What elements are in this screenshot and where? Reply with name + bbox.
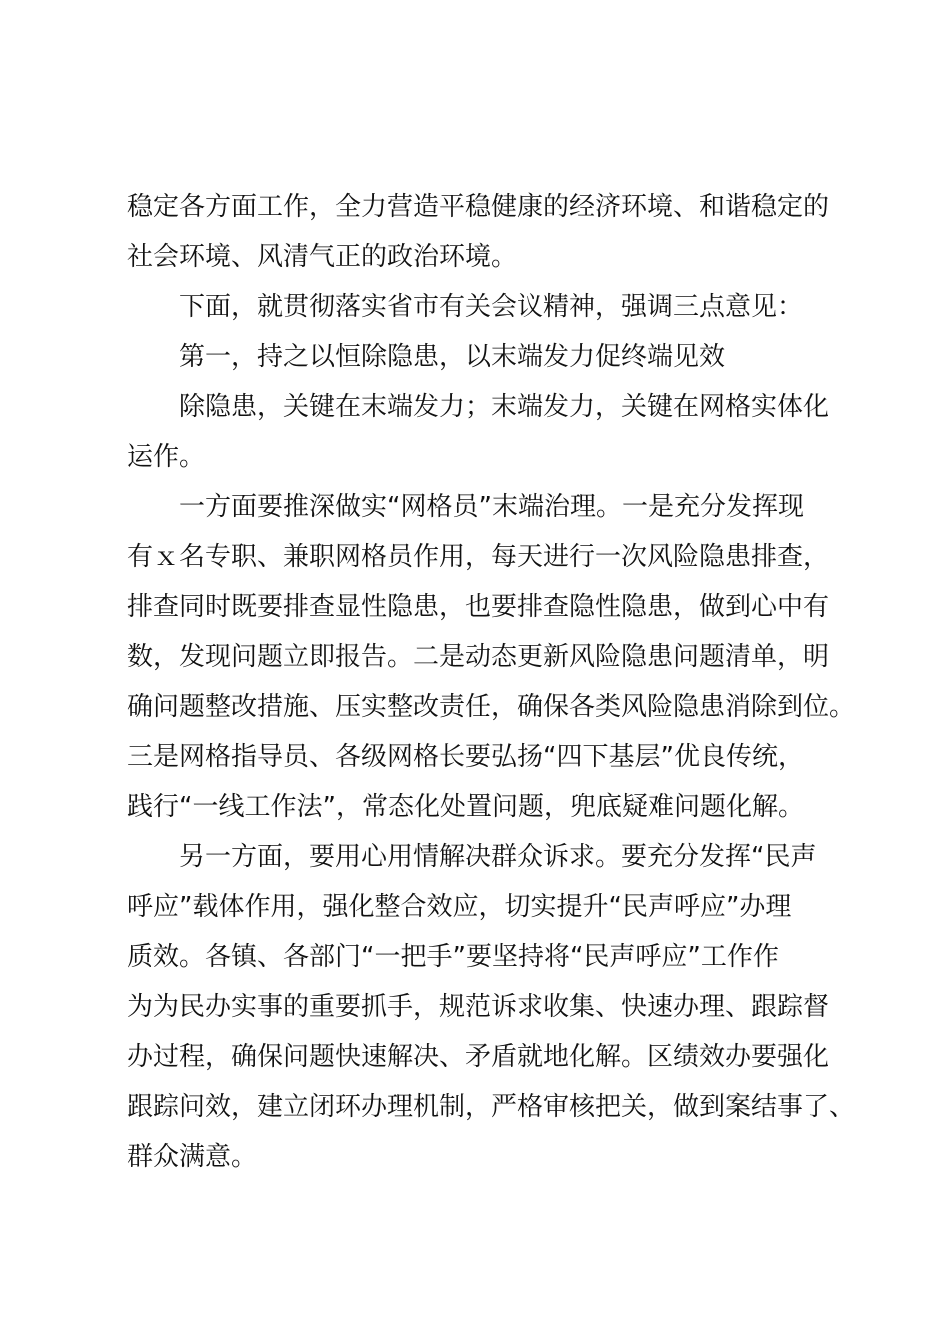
text-line: 下面，就贯彻落实省市有关会议精神，强调三点意见： — [179, 292, 804, 322]
text-line: 确问题整改措施、压实整改责任，确保各类风险隐患消除到位。 — [127, 692, 856, 722]
text-line: 践行“一线工作法”，常态化处置问题，兜底疑难问题化解。 — [127, 792, 804, 822]
text-line: 为为民办实事的重要抓手，规范诉求收集、快速办理、跟踪督 — [127, 992, 830, 1022]
text-line: 另一方面，要用心用情解决群众诉求。要充分发挥“民声 — [179, 842, 817, 872]
text-line: 一方面要推深做实“网格员”末端治理。一是充分发挥现 — [179, 492, 804, 522]
text-line: 办过程，确保问题快速解决、矛盾就地化解。区绩效办要强化 — [127, 1042, 830, 1072]
document-body — [127, 182, 856, 1182]
text-line: 数，发现问题立即报告。二是动态更新风险隐患问题清单，明 — [127, 642, 830, 672]
text-line: 稳定各方面工作，全力营造平稳健康的经济环境、和谐稳定的 — [127, 192, 830, 222]
section-heading: 第一，持之以恒除隐患，以末端发力促终端见效 — [179, 342, 726, 372]
text-line: 排查同时既要排查显性隐患，也要排查隐性隐患，做到心中有 — [127, 592, 830, 622]
text-line: 除隐患，关键在末端发力；末端发力，关键在网格实体化 — [179, 392, 830, 422]
text-line: 三是网格指导员、各级网格长要弘扬“四下基层”优良传统， — [127, 742, 804, 772]
text-line: 跟踪问效，建立闭环办理机制，严格审核把关，做到案结事了、 — [127, 1092, 856, 1122]
text-line: 运作。 — [127, 442, 206, 472]
text-line: 呼应”载体作用，强化整合效应，切实提升“民声呼应”办理 — [127, 892, 792, 922]
text-line: 社会环境、风清气正的政治环境。 — [127, 242, 518, 272]
text-line: 有ｘ名专职、兼职网格员作用，每天进行一次风险隐患排查， — [127, 542, 830, 572]
text-line: 群众满意。 — [127, 1142, 258, 1172]
text-line: 质效。各镇、各部门“一把手”要坚持将“民声呼应”工作作 — [127, 942, 779, 972]
